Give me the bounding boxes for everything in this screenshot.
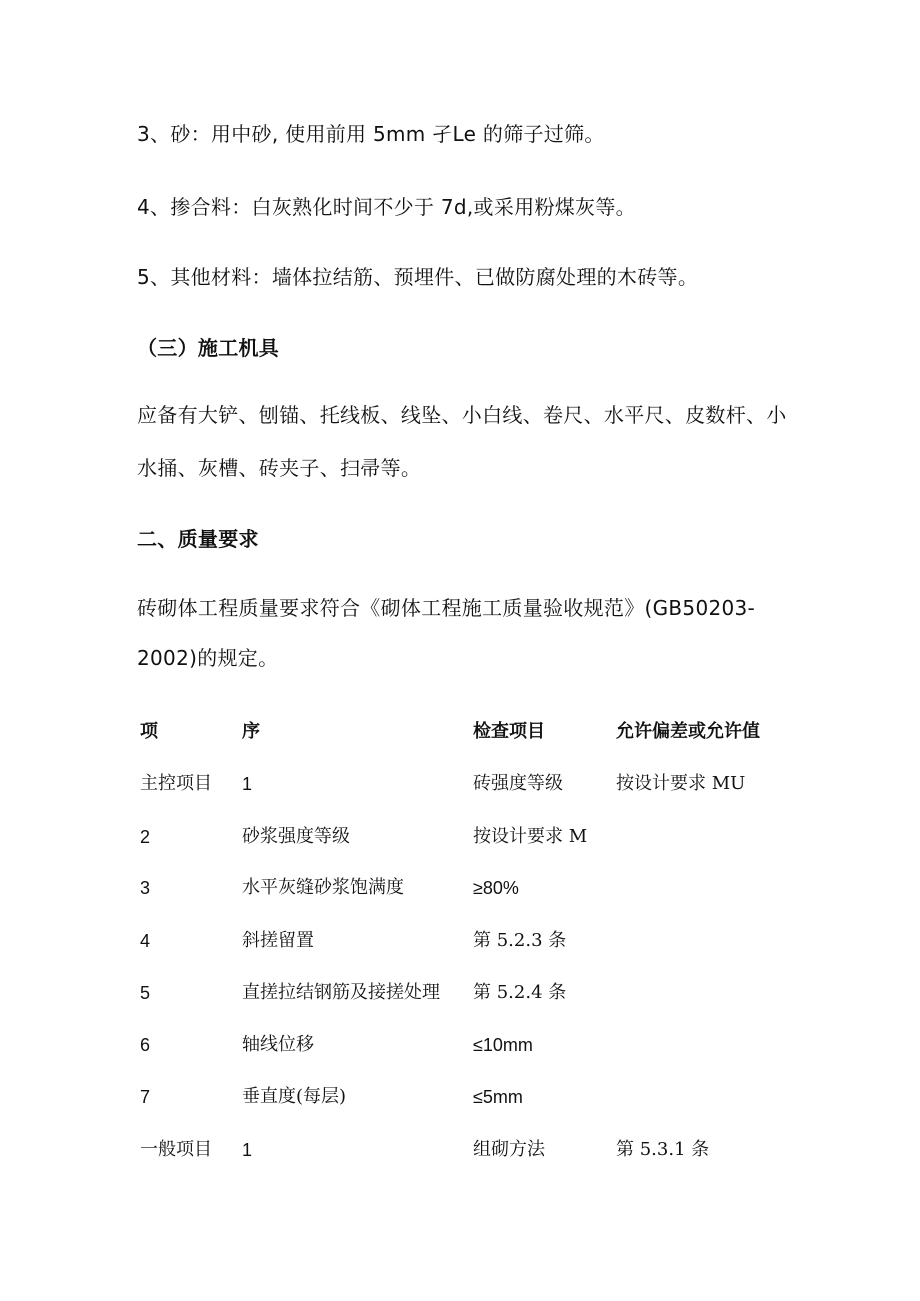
table-cell: 按设计要求 M bbox=[473, 826, 588, 847]
table-row bbox=[0, 1083, 920, 1111]
table-cell: 1 bbox=[242, 1140, 253, 1160]
table-row bbox=[0, 1136, 920, 1164]
table-cell: 水平灰缝砂浆饱满度 bbox=[242, 877, 404, 898]
table-cell: 轴线位移 bbox=[242, 1034, 314, 1055]
table-header-cell: 检查项目 bbox=[473, 721, 545, 742]
table-cell: 第 5.2.3 条 bbox=[473, 930, 567, 951]
table-cell: 1 bbox=[242, 774, 253, 794]
table-cell: 组砌方法 bbox=[473, 1139, 545, 1160]
table-cell: 4 bbox=[140, 931, 151, 951]
paragraph-other-materials: 5、其他材料：墙体拉结筋、预埋件、已做防腐处理的木砖等。 bbox=[137, 265, 699, 289]
table-cell: 7 bbox=[140, 1087, 151, 1107]
heading-quality: 二、质量要求 bbox=[137, 527, 259, 551]
paragraph-admixture: 4、掺合料：白灰熟化时间不少于 7d,或采用粉煤灰等。 bbox=[137, 195, 636, 219]
table-row bbox=[0, 979, 920, 1007]
table-row bbox=[0, 823, 920, 851]
table-cell: 垂直度(每层) bbox=[242, 1086, 347, 1107]
table-cell: 第 5.2.4 条 bbox=[473, 982, 567, 1003]
paragraph-quality-line-2: 2002)的规定。 bbox=[137, 646, 279, 670]
table-cell: 按设计要求 MU bbox=[616, 773, 746, 794]
table-cell: 主控项目 bbox=[140, 773, 212, 794]
table-cell: ≤5mm bbox=[473, 1087, 523, 1107]
paragraph-quality-line-1: 砖砌体工程质量要求符合《砌体工程施工质量验收规范》(GB50203- bbox=[137, 596, 756, 620]
table-cell: 第 5.3.1 条 bbox=[616, 1139, 710, 1160]
table-header-cell: 项 bbox=[140, 721, 158, 742]
table-cell: 3 bbox=[140, 878, 151, 898]
table-cell: 砂浆强度等级 bbox=[242, 826, 350, 847]
table-cell: ≤10mm bbox=[473, 1035, 533, 1055]
table-header-cell: 序 bbox=[242, 721, 260, 742]
table-cell: 6 bbox=[140, 1035, 151, 1055]
paragraph-tools-line-1: 应备有大铲、刨锚、托线板、线坠、小白线、卷尺、水平尺、皮数杆、小 bbox=[137, 403, 787, 427]
table-header-row bbox=[0, 718, 920, 746]
table-row bbox=[0, 1031, 920, 1059]
table-row bbox=[0, 770, 920, 798]
table-cell: 5 bbox=[140, 983, 151, 1003]
paragraph-sand: 3、砂：用中砂, 使用前用 5mm 孑Le 的筛子过筛。 bbox=[137, 122, 605, 146]
table-row bbox=[0, 874, 920, 902]
table-cell: ≥80% bbox=[473, 878, 519, 898]
paragraph-tools-line-2: 水捅、灰槽、砖夹子、扫帚等。 bbox=[137, 456, 422, 480]
table-cell: 2 bbox=[140, 827, 151, 847]
table-cell: 砖强度等级 bbox=[473, 773, 563, 794]
table-cell: 斜搓留置 bbox=[242, 930, 314, 951]
heading-tools: （三）施工机具 bbox=[137, 336, 280, 360]
table-header-cell: 允许偏差或允许值 bbox=[616, 721, 760, 742]
table-cell: 一般项目 bbox=[140, 1139, 212, 1160]
table-cell: 直搓拉结钢筋及接搓处理 bbox=[242, 982, 440, 1003]
table-row bbox=[0, 927, 920, 955]
